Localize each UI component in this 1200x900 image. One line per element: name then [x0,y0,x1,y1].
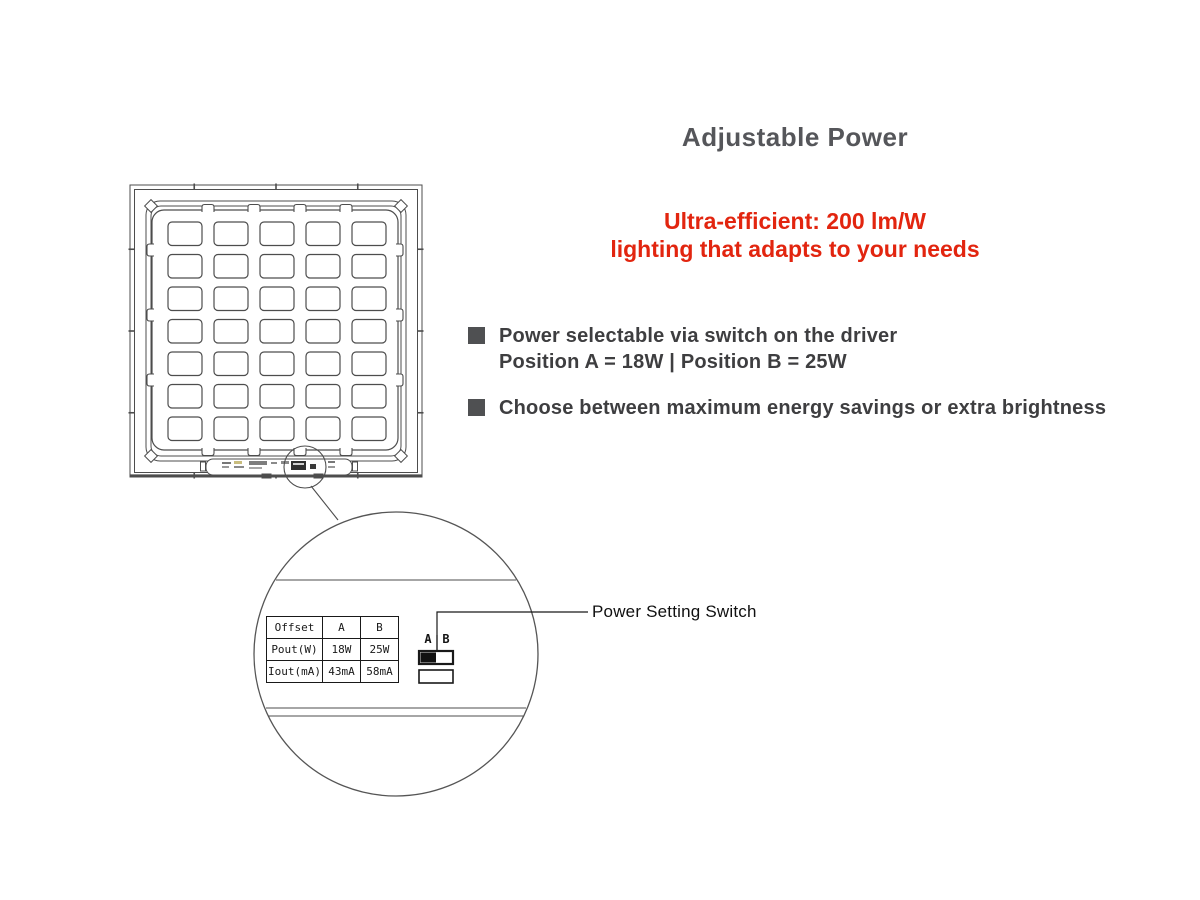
plate-tab-bumps [147,205,403,456]
table-cell-offset: Offset [267,617,323,639]
panel-rear-view [129,184,424,479]
table-cell-col-a: A [322,617,360,639]
table-cell-pout-a: 18W [322,639,360,661]
tagline [450,207,1140,263]
tagline-line-2: lighting that adapts to your needs [610,236,980,262]
table-row [267,639,399,661]
table-cell-iout: Iout(mA) [267,661,323,683]
feature-2-line-1: Choose between maximum energy savings or extra brightness [499,397,1107,419]
panel-inner-frame [146,201,406,461]
table-cell-col-b: B [360,617,398,639]
switch-secondary-body [419,670,453,683]
corner-clip-icons [145,200,408,463]
bullet-square-icon [468,399,485,416]
table-cell-pout-b: 25W [360,639,398,661]
magnifier-leader-line [311,486,338,520]
feature-1-line-2: Position A = 18W | Position B = 25W [499,351,847,373]
feature-item [468,323,1178,375]
panel-outer-frame [130,185,422,477]
switch-position-b-label: B [442,632,450,646]
switch-position-labels [419,632,455,646]
feature-item [468,395,1178,421]
switch-position-a-label: A [424,632,432,646]
power-setting-switch-label: Power Setting Switch [592,602,757,621]
table-cell-pout: Pout(W) [267,639,323,661]
led-grid-cells [168,222,386,441]
feature-list [468,323,1178,421]
switch-slider-position-a [421,653,437,663]
tagline-line-1: Ultra-efficient: 200 lm/W [664,208,926,234]
feature-1-line-1: Power selectable via switch on the driver [499,325,898,347]
table-cell-iout-a: 43mA [322,661,360,683]
table-cell-iout-b: 58mA [360,661,398,683]
driver-box [201,459,358,478]
power-spec-table [266,616,399,683]
page-title: Adjustable Power [681,122,909,152]
frame-tick-marks [129,184,424,479]
table-row [267,617,399,639]
bullet-square-icon [468,327,485,344]
table-row [267,661,399,683]
